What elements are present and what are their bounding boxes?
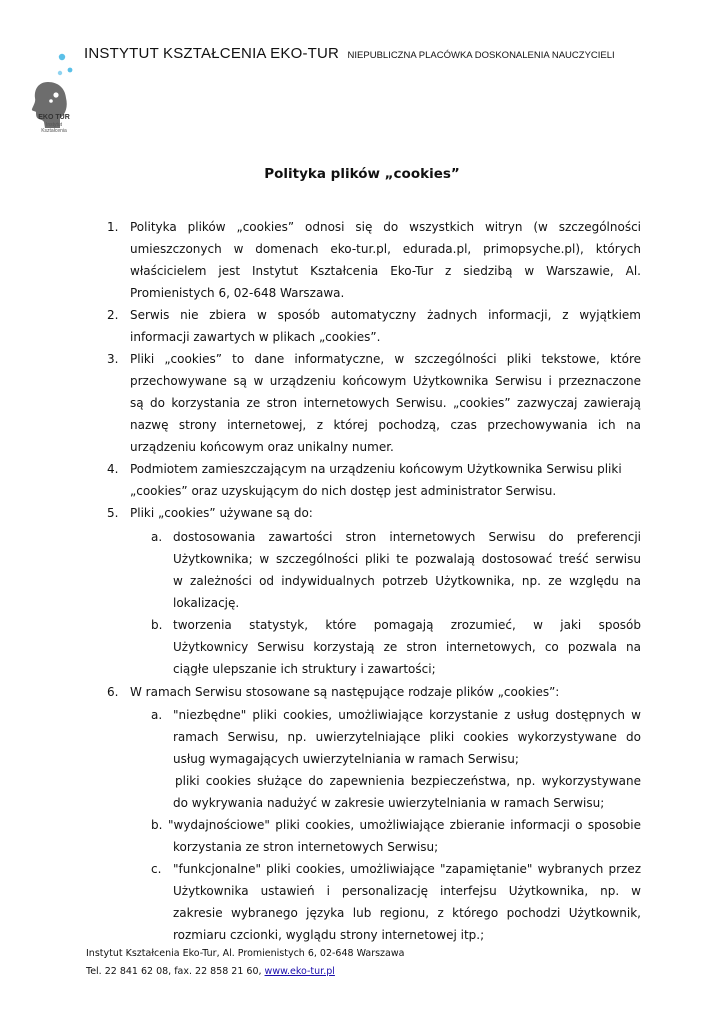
header-title xyxy=(84,45,615,63)
list-item-line: są do korzystania ze stron internetowych Serwisu. „cookies” zazwyczaj zawierają xyxy=(130,396,641,410)
list-item-line: rozmiaru czcionki, wyglądu strony internetowej itp.; xyxy=(173,928,485,942)
list-item-line: w zależności od indywidualnych potrzeb Użytkownika, np. ze względu na xyxy=(173,574,641,588)
list-marker: 6. xyxy=(107,685,119,699)
list-item-line: Użytkownika ustawień i personalizację interfejsu Użytkownika, np. w xyxy=(173,884,641,898)
logo-sub-text: Instytut xyxy=(45,122,63,128)
list-item-line: Serwis nie zbiera w sposób automatyczny żadnych informacji, z wyjątkiem xyxy=(130,308,641,322)
list-item-line: usług wymagających uwierzytelniania w ramach Serwisu; xyxy=(173,752,519,766)
list-marker: c. xyxy=(151,862,162,876)
list-item-line: do wykrywania nadużyć w zakresie uwierzytelniania w ramach Serwisu; xyxy=(173,796,605,810)
logo-dot-icon xyxy=(58,71,62,75)
logo-dot-icon xyxy=(68,68,73,73)
list-item-line: korzystania ze stron internetowych Serwisu; xyxy=(173,840,439,854)
page-title: Polityka plików „cookies” xyxy=(264,166,460,182)
list-item-line: pliki cookies służące do zapewnienia bezpieczeństwa, np. wykorzystywane xyxy=(175,774,641,788)
list-item-line: „cookies” oraz uzyskującym do nich dostęp jest administrator Serwisu. xyxy=(130,484,557,498)
list-item-line: W ramach Serwisu stosowane są następujące rodzaje plików „cookies”: xyxy=(130,685,560,699)
list-item-line: umieszczonych w domenach eko-tur.pl, edurada.pl, primopsyche.pl), których xyxy=(130,242,641,256)
website-link[interactable]: www.eko-tur.pl xyxy=(264,966,335,977)
list-item-line: nazwę strony internetowej, z której pochodzą, czas przechowywania ich na xyxy=(130,418,641,432)
list-item-line: przechowywane są w urządzeniu końcowym Użytkownika Serwisu i przeznaczone xyxy=(130,374,641,388)
footer-contact xyxy=(86,966,335,977)
list-marker: 2. xyxy=(107,308,119,322)
list-marker: 1. xyxy=(107,220,119,234)
institute-subtitle: NIEPUBLICZNA PLACÓWKA DOSKONALENIA NAUCZYCIELI xyxy=(347,50,615,61)
list-marker: b. xyxy=(151,818,163,832)
footer-phone-fax: Tel. 22 841 62 08, fax. 22 858 21 60, xyxy=(86,966,262,977)
list-item-line: tworzenia statystyk, które pomagają zrozumieć, w jaki sposób xyxy=(173,618,641,632)
list-marker: 4. xyxy=(107,462,119,476)
list-marker: a. xyxy=(151,530,163,544)
list-item-line: lokalizację. xyxy=(173,596,240,610)
list-item-line: ramach Serwisu, np. uwierzytelniające pliki cookies wykorzystywane do xyxy=(173,730,641,744)
list-marker: 3. xyxy=(107,352,119,366)
list-item-line: "wydajnościowe" pliki cookies, umożliwiające zbieranie informacji o sposobie xyxy=(168,818,641,832)
list-item-line: dostosowania zawartości stron internetowych Serwisu do preferencji xyxy=(173,530,641,544)
list-item-line: Użytkownika; w szczególności pliki te pozwalają dostosować treść serwisu xyxy=(173,552,641,566)
logo-dot-icon xyxy=(59,54,65,60)
list-item-line: Pliki „cookies” używane są do: xyxy=(130,506,313,520)
institute-name: INSTYTUT KSZTAŁCENIA EKO-TUR xyxy=(84,45,340,62)
list-item-line: urządzeniu końcowym oraz unikalny numer. xyxy=(130,440,394,454)
list-marker: b. xyxy=(151,618,163,632)
list-item-line: informacji zawartych w plikach „cookies”. xyxy=(130,330,381,344)
list-item-line: zakresie wybranego języka lub regionu, z którego pochodzi Użytkownik, xyxy=(173,906,641,920)
list-item-line: Polityka plików „cookies” odnosi się do wszystkich witryn (w szczególności xyxy=(130,220,641,234)
list-item-line: Pliki „cookies” to dane informatyczne, w szczególności pliki tekstowe, które xyxy=(130,352,641,366)
list-item-line: "funkcjonalne" pliki cookies, umożliwiające "zapamiętanie" wybranych przez xyxy=(173,862,641,876)
list-item-line: "niezbędne" pliki cookies, umożliwiające korzystanie z usług dostępnych w xyxy=(173,708,641,722)
list-marker: a. xyxy=(151,708,163,722)
footer-address: Instytut Kształcenia Eko-Tur, Al. Promienistych 6, 02-648 Warszawa xyxy=(86,948,405,959)
list-item-line: Promienistych 6, 02-648 Warszawa. xyxy=(130,286,345,300)
logo-sub-text: Kształcenia xyxy=(41,128,67,134)
list-item-line: ciągłe ulepszanie ich struktury i zawartości; xyxy=(173,662,436,676)
list-item-line: Użytkownicy Serwisu korzystają ze stron internetowych, co pozwala na xyxy=(173,640,641,654)
list-item-line: właścicielem jest Instytut Kształcenia Eko-Tur z siedzibą w Warszawie, Al. xyxy=(130,264,641,278)
list-marker: 5. xyxy=(107,506,119,520)
list-item-line: Podmiotem zamieszczającym na urządzeniu końcowym Użytkownika Serwisu pliki xyxy=(130,462,622,476)
logo-brand-text: EKO TUR xyxy=(38,114,70,121)
